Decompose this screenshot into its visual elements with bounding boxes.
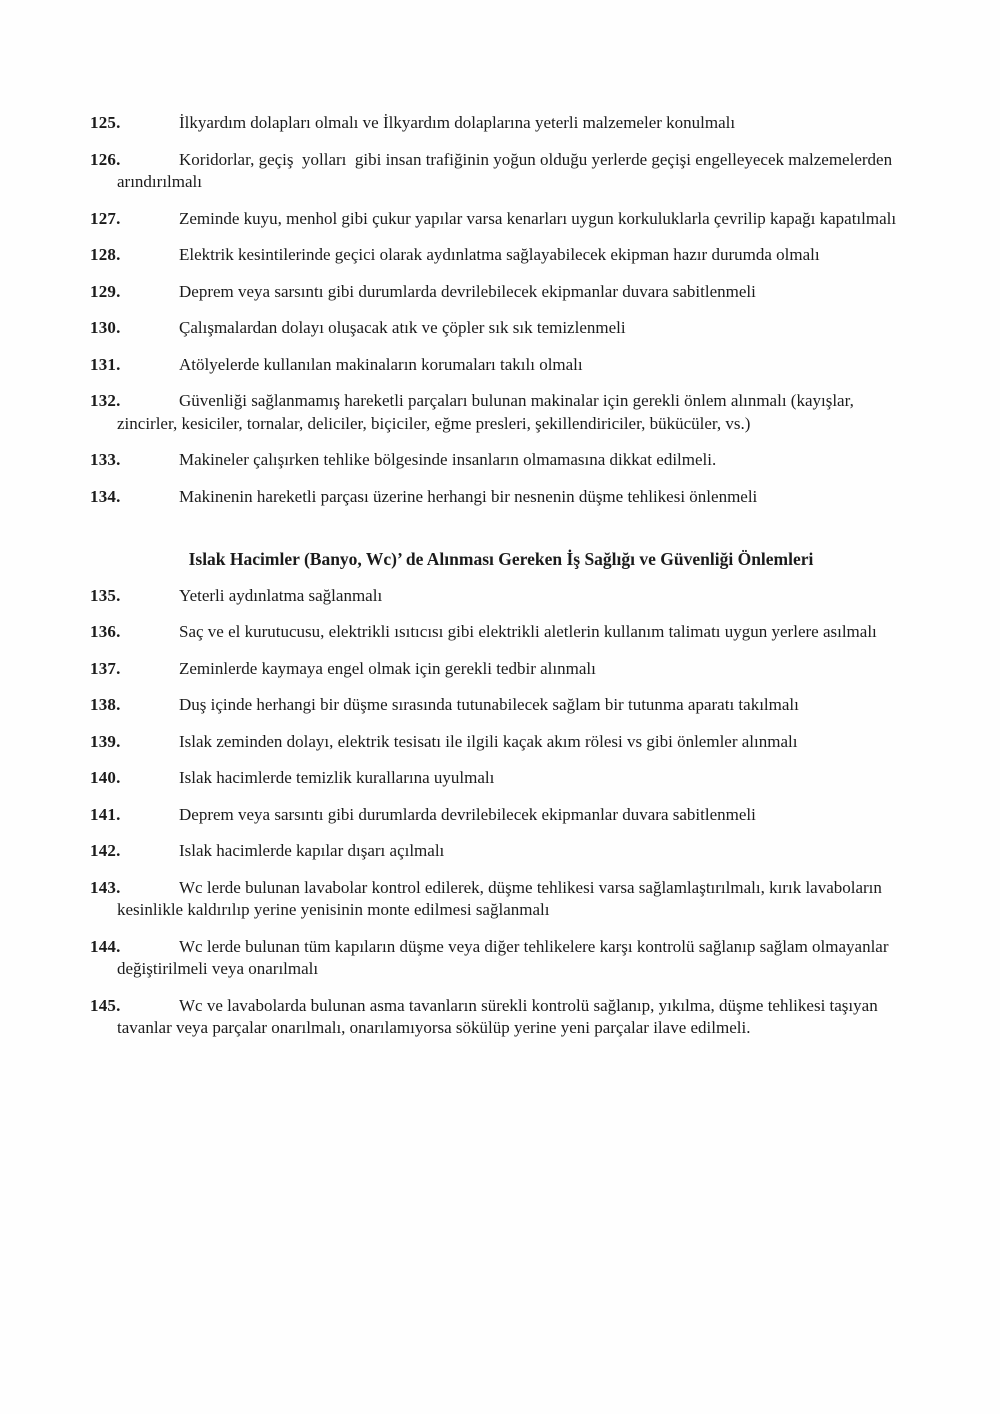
- list-item: [90, 244, 912, 267]
- list-item: [90, 354, 912, 377]
- section-heading: Islak Hacimler (Banyo, Wc)’ de Alınması Gereken İş Sağlığı ve Güvenliği Önlemleri: [188, 549, 814, 569]
- list-item-text: Çalışmalardan dolayı oluşacak atık ve çöpler sık sık temizlenmeli: [179, 318, 626, 337]
- list-item: [90, 995, 912, 1040]
- list-item-text: Deprem veya sarsıntı gibi durumlarda devrilebilecek ekipmanlar duvara sabitlenmeli: [179, 804, 756, 824]
- list-item-number: 137.: [90, 658, 121, 678]
- list-item-text: Wc lerde bulunan lavabolar kontrol edilerek, düşme tehlikesi varsa sağlamlaştırılmalı, kırık lavaboların kesinlikle kaldırılıp yerine yenisinin monte edilmesi sağlanmalı: [117, 877, 887, 919]
- list-item-text: Islak hacimlerde kapılar dışarı açılmalı: [179, 841, 445, 860]
- list-item: [90, 621, 912, 644]
- list-item: [90, 449, 912, 472]
- list-item: [90, 804, 912, 827]
- list-item-number: 129.: [90, 281, 121, 301]
- list-item-text: Zeminde kuyu, menhol gibi çukur yapılar varsa kenarları uygun korkuluklarla çevrilip kapağı kapatılmalı: [179, 208, 897, 228]
- list-item-text: Wc ve lavabolarda bulunan asma tavanların sürekli kontrolü sağlanıp, yıkılma, düşme tehlikesi taşıyan tavanlar veya parçalar onarılmalı, onarılamıyorsa sökülüp yerine yeni parçalar ilave edilmeli.: [117, 995, 882, 1037]
- list-item: [90, 694, 912, 717]
- list-item-text: Makineler çalışırken tehlike bölgesinde insanların olmamasına dikkat edilmeli.: [179, 450, 717, 469]
- list-item-number: 144.: [90, 936, 121, 956]
- list-item-text: Yeterli aydınlatma sağlanmalı: [179, 585, 383, 605]
- list-item-number: 133.: [90, 450, 121, 469]
- list-item-number: 135.: [90, 585, 121, 605]
- list-item: [90, 112, 912, 135]
- list-item-number: 134.: [90, 486, 121, 506]
- list-item-number: 142.: [90, 841, 121, 860]
- document-content: [90, 112, 912, 1040]
- list-item-text: Duş içinde herhangi bir düşme sırasında tutunabilecek sağlam bir tutunma aparatı takılmalı: [179, 695, 799, 714]
- list-item-text: Makinenin hareketli parçası üzerine herhangi bir nesnenin düşme tehlikesi önlenmeli: [179, 486, 758, 506]
- list-item-text: Zeminlerde kaymaya engel olmak için gerekli tedbir alınmalı: [179, 658, 596, 678]
- list-item-number: 127.: [90, 208, 121, 228]
- list-item-text: İlkyardım dolapları olmalı ve İlkyardım dolaplarına yeterli malzemeler konulmalı: [179, 113, 736, 132]
- list-item-number: 136.: [90, 622, 121, 641]
- list-item: [90, 208, 912, 231]
- list-item-number: 128.: [90, 245, 121, 264]
- list-item: [90, 390, 912, 435]
- list-item-text: Saç ve el kurutucusu, elektrikli ısıtıcısı gibi elektrikli aletlerin kullanım talimatı uygun yerlere asılmalı: [179, 622, 877, 641]
- list-item-number: 138.: [90, 695, 121, 714]
- list-item: [90, 281, 912, 304]
- list-item-number: 140.: [90, 768, 121, 787]
- list-item-text: Güvenliği sağlanmamış hareketli parçaları bulunan makinalar için gerekli önlem alınmalı (kayışlar, zincirler, kesiciler, tornalar, deliciler, biçiciler, eğme presleri, şekillendiriciler, bükücüler, vs.): [117, 391, 859, 433]
- list-item-text: Koridorlar, geçiş yolları gibi insan trafiğinin yoğun olduğu yerlerde geçişi engelleyecek malzemelerden arındırılmalı: [117, 149, 897, 191]
- list-item: [90, 840, 912, 863]
- list-item: [90, 317, 912, 340]
- list-item-text: Elektrik kesintilerinde geçici olarak aydınlatma sağlayabilecek ekipman hazır durumda olmalı: [179, 245, 820, 264]
- list-item: [90, 149, 912, 194]
- list-item-number: 130.: [90, 318, 121, 337]
- list-item: [90, 877, 912, 922]
- list-item-number: 125.: [90, 113, 121, 132]
- list-item-number: 126.: [90, 149, 121, 169]
- list-item-number: 143.: [90, 877, 121, 897]
- list-item-text: Islak zeminden dolayı, elektrik tesisatı ile ilgili kaçak akım rölesi vs gibi önlemler alınmalı: [179, 731, 798, 751]
- list-item: [90, 936, 912, 981]
- list-item-text: Islak hacimlerde temizlik kurallarına uyulmalı: [179, 768, 495, 787]
- list-item-text: Deprem veya sarsıntı gibi durumlarda devrilebilecek ekipmanlar duvara sabitlenmeli: [179, 281, 756, 301]
- list-item: [90, 486, 912, 509]
- list-item: [90, 658, 912, 681]
- list-item: [90, 731, 912, 754]
- list-item-text: Wc lerde bulunan tüm kapıların düşme veya diğer tehlikelere karşı kontrolü sağlanıp sağlam olmayanlar değiştirilmeli veya onarılmalı: [117, 936, 893, 978]
- list-item: [90, 585, 912, 608]
- list-item-number: 141.: [90, 804, 121, 824]
- list-item-number: 145.: [90, 995, 121, 1015]
- list-item-number: 139.: [90, 731, 121, 751]
- list-item: [90, 767, 912, 790]
- list-item-number: 132.: [90, 391, 121, 410]
- list-item-text: Atölyelerde kullanılan makinaların korumaları takılı olmalı: [179, 354, 583, 374]
- list-item-number: 131.: [90, 354, 121, 374]
